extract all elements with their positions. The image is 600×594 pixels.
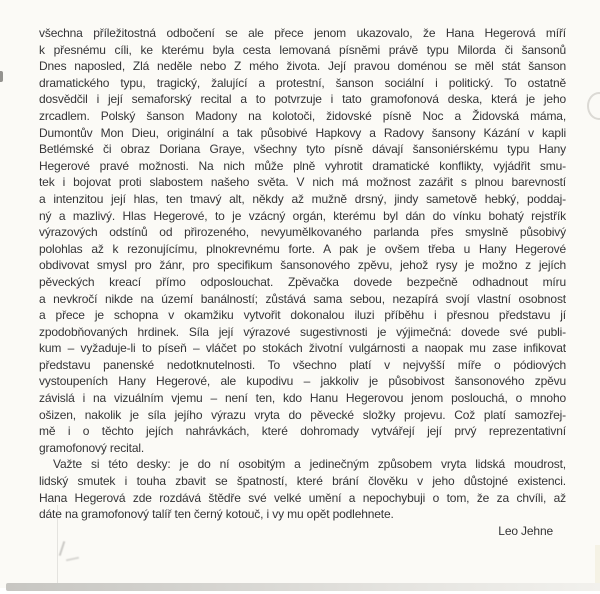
text-line: výrazových odstínů od přirozeného, nevyumělkovaného parlanda přes smyslně působivý	[39, 225, 566, 240]
page-bottom-edge-shadow	[6, 583, 600, 591]
text-line: Dumontův Mon Dieu, originální a tak působivé Hapkovy a Radovy šansony Kázání v kapli	[39, 125, 566, 140]
text-line: Dnes naposled, Zlá neděle nebo Z mého života. Její pravou doménou se měl stát šanson	[39, 59, 566, 74]
text-line: polohlas až k rezonujícímu, plnokrevnému forte. A pak je ovšem třeba u Hany Hegerové	[39, 241, 566, 256]
text-line: mě i o těchto jejích nahrávkách, které dohromady vytvářejí její prvý reprezentativní	[39, 424, 566, 439]
text-line: dáte na gramofonový talíř ten černý kotouč, i vy mu opět podlehnete.	[39, 507, 394, 522]
text-line: Betlémské či obraz Doriana Graye, všechny tyto písně dávají šansoniérskému typu Hany	[39, 142, 566, 157]
text-line: dosvědčil i její semaforský recital a to potvrzuje i tato gramofonová deska, která je jeho	[39, 92, 566, 107]
text-line: pěveckých kreací přímo odposlouchat. Zpěvačka dovede bezpečně odhadnout míru	[39, 274, 566, 289]
scan-edge-tint-right	[595, 545, 600, 585]
text-line: představu panenské nedotknutelnosti. To všechno platí v nejvyšší míře o pódiových	[39, 357, 566, 372]
liner-notes-text	[39, 25, 566, 539]
paper-smudge-mark	[59, 541, 66, 556]
text-line: lidský smutek i touha zbavit se špatností, které brání člověku v jeho důstojné existenci.	[39, 474, 566, 489]
scan-edge-mark-left	[0, 71, 3, 82]
text-line: obdivovat smysl pro žánr, pro specifikum šansonového zpěvu, jehož rysy je možno z jejích	[39, 258, 566, 273]
text-line: dramatického typu, tragický, žalující a protestní, šanson sociální i politický. To ostatně	[39, 75, 566, 90]
text-line: všechna příležitostná odbočení se ale přece jenom ukazovalo, že Hana Hegerová míří	[39, 26, 566, 40]
signature: Leo Jehne	[498, 523, 553, 538]
text-line: Važte si této desky: je do ní osobitým a jedinečným způsobem vryta lidská moudrost,	[53, 457, 566, 472]
text-line: tek i bojovat proti slabostem našeho světa. V nich má možnost zazářit s plnou barevností	[39, 175, 566, 190]
text-line: zrcadlem. Polský šanson Madony na kolotoči, židovské písně Noc a Židovská máma,	[39, 108, 566, 123]
text-line: a přece je schopna v okamžiku vytvořit dokonalou iluzi příběhu i přesnou představu jí	[39, 308, 566, 323]
text-line: gramofonový recital.	[39, 440, 145, 455]
scan-edge-arc-right	[587, 92, 600, 120]
text-line: ošizen, nakolik je síla jejího výrazu vryta do pěvecké složky projevu. Což platí samozřej-	[39, 407, 566, 422]
text-line: kum – vyžaduje-li to píseň – vláčet po stokách životní vulgárnosti a naopak mu zase infikovat	[39, 341, 566, 356]
text-line: Hegerové pravé možnosti. Na nich může plně vyhrotit dramatické konflikty, vyjádřit smu-	[39, 158, 566, 173]
text-line: zpodobňovaných hrdinek. Síla její výrazové sugestivnosti je výjimečná: dovede své publi-	[39, 324, 566, 339]
text-line: k přesnému cíli, ke kterému byla cesta lemovaná písněmi právě typu Milorda či šansonů	[39, 42, 566, 57]
paper-smudge-mark	[66, 557, 79, 562]
text-line: a nevkročí nikde na území banálností; zůstává sama sebou, nezapírá svojí vlastní osobnost	[39, 291, 566, 306]
text-line: závislá i na vizuálním vjemu – není ten, kdo Hanu Hegerovou jenom poslouchá, o mnoho	[39, 391, 566, 406]
text-line: ný a mazlivý. Hlas Hegerové, to je vzácný orgán, kterému byl dán do vínku bohatý rejstřík	[39, 208, 566, 223]
text-line: Hana Hegerová zde rozdává štědře své velké umění a nepochybuji o tom, že za chvíli, až	[39, 490, 566, 505]
paper-fold-smudge	[57, 505, 58, 585]
text-line: a intenzitou její hlas, ten tmavý alt, někdy až mužně drsný, jindy sametově hebký, poddaj-	[39, 191, 566, 206]
text-line: vystoupeních Hany Hegerové, ale kupodivu – jakkoliv je působivost šansonového zpěvu	[39, 374, 566, 389]
